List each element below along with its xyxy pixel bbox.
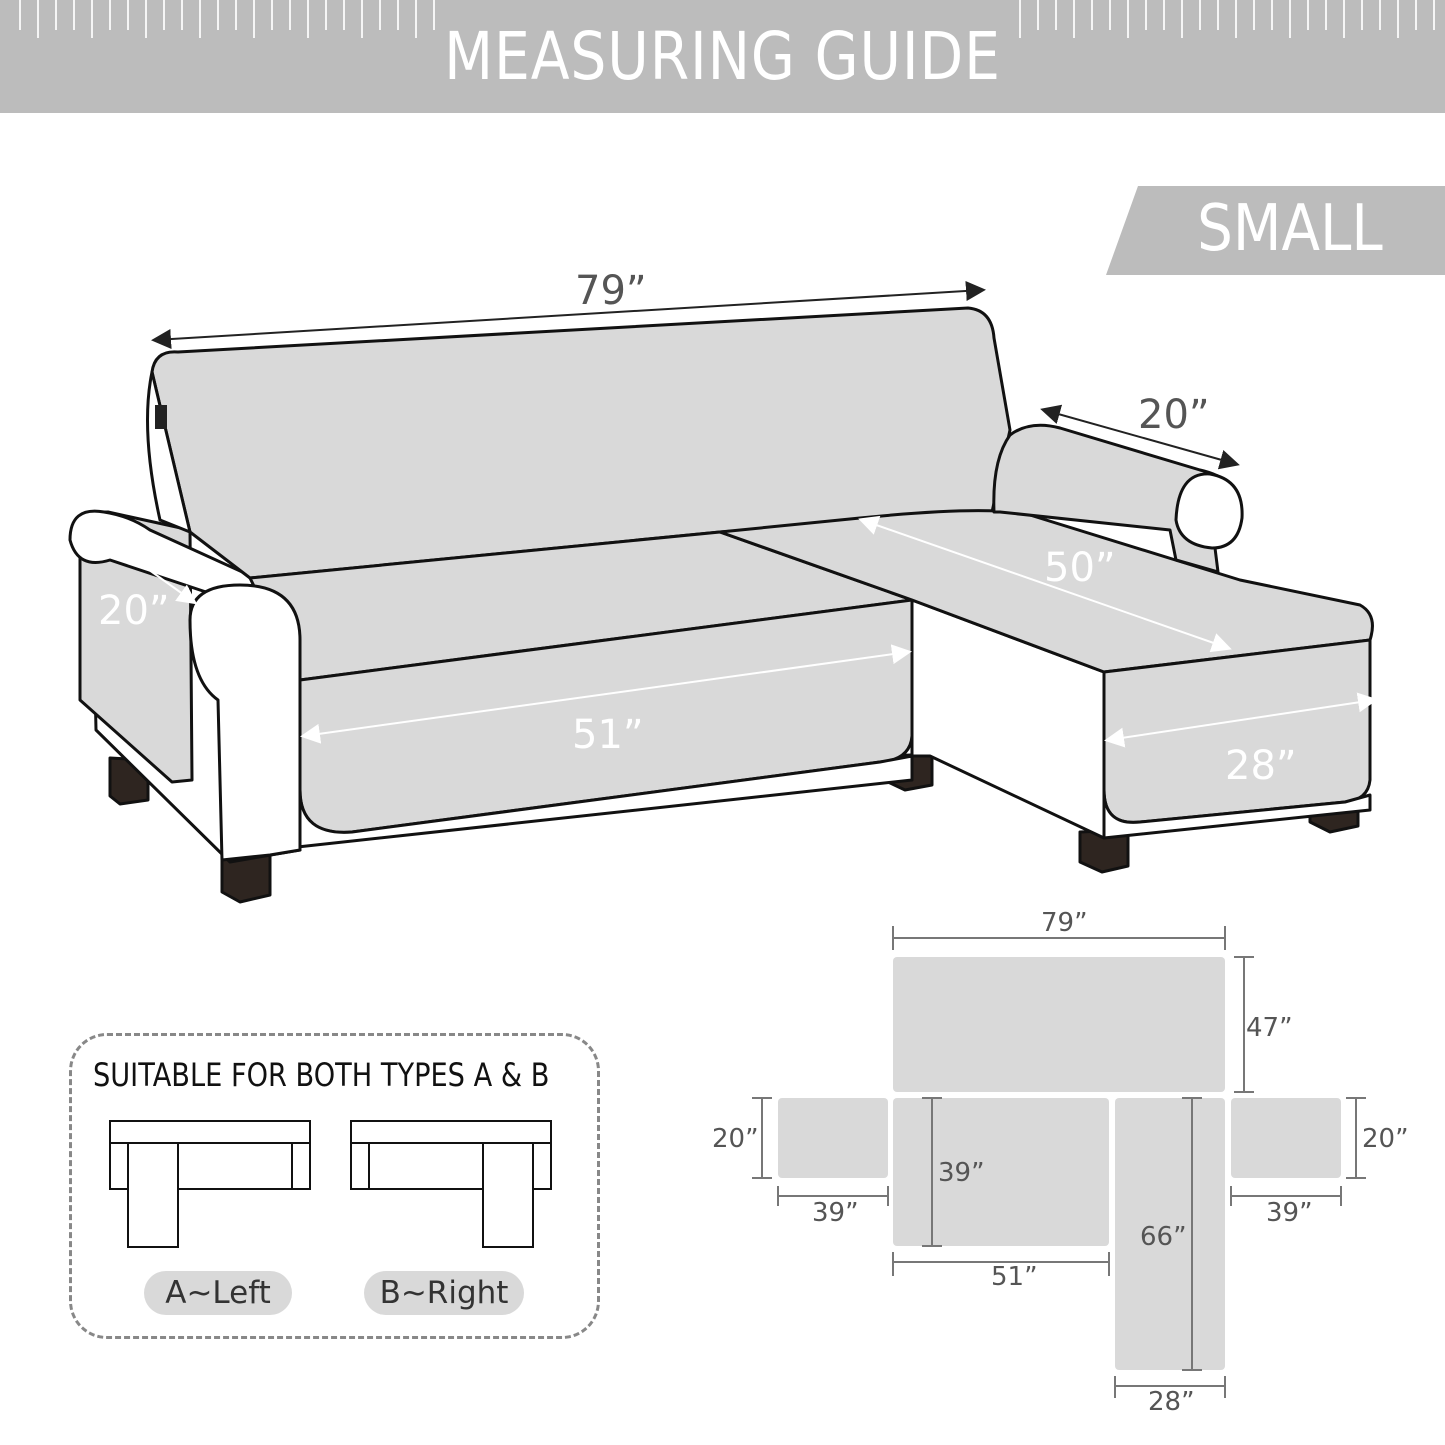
layout-label-seat-width: 51” <box>991 1262 1038 1292</box>
dim-label-seat-width: 51” <box>572 712 644 758</box>
dim-label-chaise-length: 50” <box>1044 545 1116 591</box>
back-panel <box>893 957 1225 1092</box>
size-label: SMALL <box>1197 192 1383 266</box>
dim-label-left-arm: 20” <box>98 588 170 634</box>
layout-label-back-height: 47” <box>1246 1013 1293 1043</box>
suitable-types-title: SUITABLE FOR BOTH TYPES A & B <box>93 1056 550 1094</box>
layout-label-left-arm-height: 20” <box>712 1124 759 1154</box>
dim-label-chaise-width: 28” <box>1225 743 1297 789</box>
page-title: MEASURING GUIDE <box>444 18 1001 95</box>
right-arm-panel <box>1231 1098 1341 1178</box>
layout-label-seat-height: 39” <box>938 1158 985 1188</box>
seat-panel <box>893 1098 1109 1246</box>
type-b-pill: B~Right <box>364 1271 524 1315</box>
dim-label-back-width: 79” <box>575 268 647 314</box>
left-arm-panel <box>778 1098 888 1178</box>
dim-label-chaise-arm: 20” <box>1138 392 1210 438</box>
type-a-pill: A~Left <box>144 1271 292 1315</box>
layout-label-left-arm-width: 39” <box>812 1198 859 1228</box>
layout-label-right-arm-height: 20” <box>1362 1124 1409 1154</box>
layout-label-chaise-width: 28” <box>1148 1387 1195 1417</box>
layout-label-right-arm-width: 39” <box>1266 1198 1313 1228</box>
layout-label-chaise-length: 66” <box>1140 1222 1187 1252</box>
layout-label-back-width: 79” <box>1041 908 1088 938</box>
